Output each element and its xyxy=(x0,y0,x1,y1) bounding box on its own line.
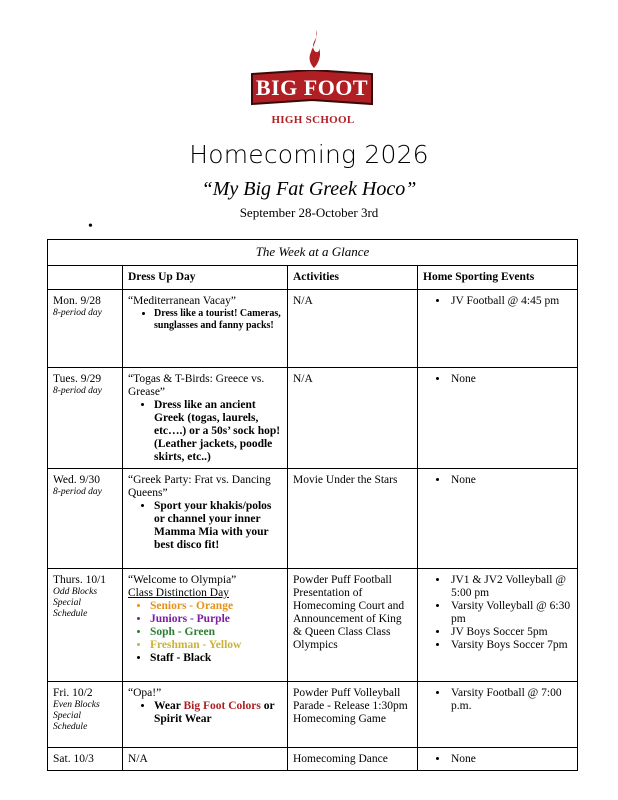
sports-cell xyxy=(418,290,578,368)
sports-list xyxy=(423,753,572,766)
activities-cell: Movie Under the Stars xyxy=(288,469,418,569)
day-name: Thurs. 10/1 xyxy=(53,574,107,586)
day-note: 8-period day xyxy=(53,487,102,497)
day-cell xyxy=(48,290,123,368)
dress-list xyxy=(128,700,282,726)
dress-list xyxy=(128,399,282,464)
table-header-row xyxy=(48,266,578,290)
dress-cell xyxy=(123,290,288,368)
list-item: • Dress like an ancient Greek (togas, laurels, etc….) or a 50s’ sock hop! (Leather jackets, poodle skirts, etc..) xyxy=(154,399,282,464)
activities-cell: Powder Puff Volleyball Parade - Release 1:30pm Homecoming Game xyxy=(288,682,418,748)
day-cell xyxy=(48,469,123,569)
day-cell xyxy=(48,569,123,682)
list-item: • Sport your khakis/polos or channel your inner Mamma Mia with your best disco fit! xyxy=(154,500,282,552)
header-activities: Activities xyxy=(288,266,418,290)
table-row xyxy=(48,368,578,469)
logo-text: BIG FOOT xyxy=(255,75,369,100)
list-item: • Varsity Boys Soccer 7pm xyxy=(449,639,572,652)
table-row xyxy=(48,290,578,368)
day-cell xyxy=(48,748,123,771)
list-item xyxy=(154,700,282,726)
theme: “Mediterranean Vacay” xyxy=(128,295,237,307)
dress-text-a: Wear xyxy=(154,700,184,712)
table-caption: The Week at a Glance xyxy=(48,240,578,266)
list-item: • JV1 & JV2 Volleyball @ 5:00 pm xyxy=(449,574,572,600)
schedule-table xyxy=(47,239,578,771)
header-sporting-events: Home Sporting Events xyxy=(418,266,578,290)
day-name: Wed. 9/30 xyxy=(53,474,100,486)
activities-cell: Powder Puff Football Presentation of Homecoming Court and Announcement of King & Queen Class Class Olympics xyxy=(288,569,418,682)
sports-cell xyxy=(418,368,578,469)
list-item-soph: • Soph - Green xyxy=(150,626,282,639)
sports-list xyxy=(423,474,572,487)
activities-cell: N/A xyxy=(288,368,418,469)
day-name: Sat. 10/3 xyxy=(53,753,94,765)
list-item: • Varsity Volleyball @ 6:30 pm xyxy=(449,600,572,626)
table-caption-row xyxy=(48,240,578,266)
list-item-freshman: • Freshman - Yellow xyxy=(150,639,282,652)
sports-cell xyxy=(418,569,578,682)
dress-list xyxy=(128,500,282,552)
sports-list xyxy=(423,574,572,652)
sports-list xyxy=(423,687,572,713)
sports-cell xyxy=(418,469,578,569)
dress-cell xyxy=(123,569,288,682)
list-item: • JV Football @ 4:45 pm xyxy=(449,295,572,308)
day-note: 8-period day xyxy=(53,386,102,396)
dress-list xyxy=(128,600,282,665)
school-logo xyxy=(248,30,378,134)
theme: “Welcome to Olympia” xyxy=(128,574,237,586)
dress-text-colors: Big Foot Colors xyxy=(183,700,261,712)
day-name: Tues. 9/29 xyxy=(53,373,102,385)
day-name: Mon. 9/28 xyxy=(53,295,101,307)
day-cell xyxy=(48,368,123,469)
dress-cell xyxy=(123,682,288,748)
day-cell xyxy=(48,682,123,748)
list-item: • JV Boys Soccer 5pm xyxy=(449,626,572,639)
list-item: • Dress like a tourist! Cameras, sunglasses and fanny packs! xyxy=(154,308,282,332)
table-row xyxy=(48,748,578,771)
list-item: • None xyxy=(449,474,572,487)
list-item: • None xyxy=(449,753,572,766)
dress-list xyxy=(128,308,282,332)
page-title: Homecoming 2026 xyxy=(189,140,429,169)
class-distinction-day: Class Distinction Day xyxy=(128,587,229,599)
dress-cell: N/A xyxy=(123,748,288,771)
dress-cell xyxy=(123,469,288,569)
table-row xyxy=(48,469,578,569)
theme: “Togas & T-Birds: Greece vs. Grease” xyxy=(128,373,265,398)
dress-cell xyxy=(123,368,288,469)
day-name: Fri. 10/2 xyxy=(53,687,93,699)
day-note: 8-period day xyxy=(53,308,102,318)
list-item-staff: • Staff - Black xyxy=(150,652,282,665)
list-item: • None xyxy=(449,373,572,386)
activities-cell: N/A xyxy=(288,290,418,368)
page-subtitle: “My Big Fat Greek Hoco” xyxy=(201,178,417,200)
dress-text-c: or Spirit Wear xyxy=(154,700,275,725)
stray-bullet: • xyxy=(88,219,93,234)
activities-cell: Homecoming Dance xyxy=(288,748,418,771)
sports-list xyxy=(423,373,572,386)
sports-cell xyxy=(418,748,578,771)
sports-cell xyxy=(418,682,578,748)
header-day xyxy=(48,266,123,290)
table-row xyxy=(48,682,578,748)
day-note: Odd Blocks Special Schedule xyxy=(53,587,98,619)
list-item: • Varsity Football @ 7:00 p.m. xyxy=(449,687,572,713)
day-note: Even Blocks Special Schedule xyxy=(53,700,100,732)
theme: “Greek Party: Frat vs. Dancing Queens” xyxy=(128,474,271,499)
list-item-juniors: • Juniors - Purple xyxy=(150,613,282,626)
flame-icon xyxy=(308,30,322,70)
theme: “Opa!” xyxy=(128,687,162,699)
logo-school-name: HIGH SCHOOL xyxy=(271,114,355,126)
table-row xyxy=(48,569,578,682)
sports-list xyxy=(423,295,572,308)
date-range: September 28-October 3rd xyxy=(239,205,379,220)
header-dress-up: Dress Up Day xyxy=(123,266,288,290)
list-item-seniors: • Seniors - Orange xyxy=(150,600,282,613)
